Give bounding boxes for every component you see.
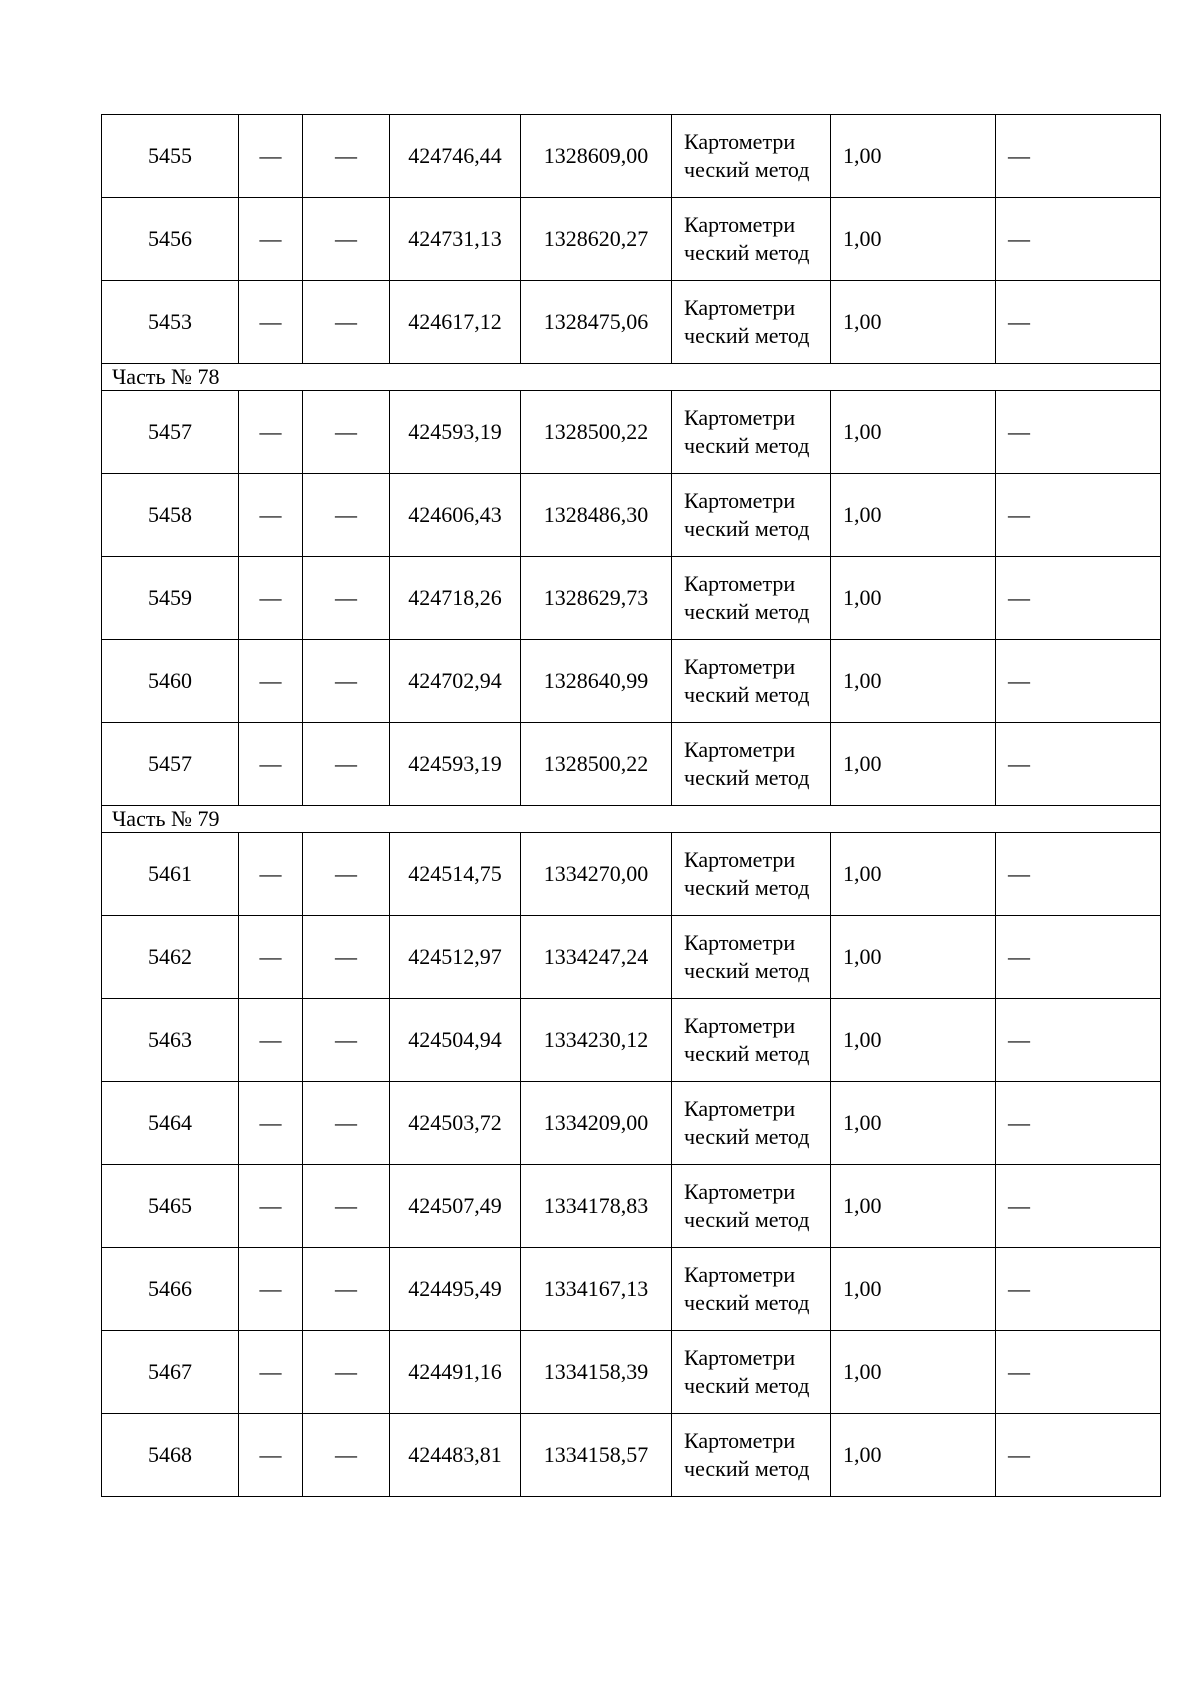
y-coordinate-cell: 1328500,22 [521,391,672,474]
point-number-cell: 5455 [102,115,239,198]
point-number-cell: 5467 [102,1331,239,1414]
x-coordinate-cell: 424504,94 [390,999,521,1082]
x-coordinate-cell: 424512,97 [390,916,521,999]
x-coordinate-cell: 424702,94 [390,640,521,723]
y-coordinate-cell: 1334178,83 [521,1165,672,1248]
accuracy-cell: 1,00 [831,1331,996,1414]
method-cell: Картометри ческий метод [672,391,831,474]
method-cell: Картометри ческий метод [672,474,831,557]
method-cell: Картометри ческий метод [672,1165,831,1248]
dash-cell: — [996,281,1161,364]
accuracy-cell: 1,00 [831,1248,996,1331]
dash-cell: — [996,1331,1161,1414]
method-cell: Картометри ческий метод [672,640,831,723]
accuracy-cell: 1,00 [831,1165,996,1248]
dash-cell: — [239,1165,303,1248]
dash-cell: — [996,723,1161,806]
x-coordinate-cell: 424503,72 [390,1082,521,1165]
method-cell: Картометри ческий метод [672,833,831,916]
method-cell: Картометри ческий метод [672,1082,831,1165]
dash-cell: — [303,1331,390,1414]
table-row [102,1082,1161,1165]
dash-cell: — [303,198,390,281]
dash-cell: — [303,391,390,474]
dash-cell: — [996,115,1161,198]
dash-cell: — [303,1082,390,1165]
x-coordinate-cell: 424746,44 [390,115,521,198]
method-cell: Картометри ческий метод [672,198,831,281]
dash-cell: — [239,999,303,1082]
table-row [102,1248,1161,1331]
part-label: Часть № 78 [102,364,1161,391]
x-coordinate-cell: 424593,19 [390,723,521,806]
y-coordinate-cell: 1334230,12 [521,999,672,1082]
table-row [102,723,1161,806]
x-coordinate-cell: 424491,16 [390,1331,521,1414]
dash-cell: — [239,1331,303,1414]
table-row [102,391,1161,474]
dash-cell: — [303,474,390,557]
accuracy-cell: 1,00 [831,198,996,281]
y-coordinate-cell: 1334247,24 [521,916,672,999]
accuracy-cell: 1,00 [831,474,996,557]
table-row [102,833,1161,916]
y-coordinate-cell: 1334209,00 [521,1082,672,1165]
accuracy-cell: 1,00 [831,391,996,474]
point-number-cell: 5456 [102,198,239,281]
accuracy-cell: 1,00 [831,281,996,364]
y-coordinate-cell: 1328620,27 [521,198,672,281]
method-cell: Картометри ческий метод [672,999,831,1082]
y-coordinate-cell: 1328475,06 [521,281,672,364]
method-cell: Картометри ческий метод [672,916,831,999]
x-coordinate-cell: 424718,26 [390,557,521,640]
dash-cell: — [996,916,1161,999]
point-number-cell: 5457 [102,391,239,474]
y-coordinate-cell: 1334270,00 [521,833,672,916]
point-number-cell: 5466 [102,1248,239,1331]
accuracy-cell: 1,00 [831,557,996,640]
x-coordinate-cell: 424593,19 [390,391,521,474]
dash-cell: — [239,833,303,916]
table-row [102,474,1161,557]
dash-cell: — [996,999,1161,1082]
table-row [102,281,1161,364]
dash-cell: — [303,115,390,198]
accuracy-cell: 1,00 [831,999,996,1082]
y-coordinate-cell: 1328500,22 [521,723,672,806]
table-row [102,198,1161,281]
part-header-row [102,364,1161,391]
table-row [102,640,1161,723]
dash-cell: — [303,1414,390,1497]
y-coordinate-cell: 1334158,57 [521,1414,672,1497]
dash-cell: — [303,723,390,806]
dash-cell: — [239,1248,303,1331]
dash-cell: — [996,1248,1161,1331]
point-number-cell: 5460 [102,640,239,723]
dash-cell: — [303,1165,390,1248]
method-cell: Картометри ческий метод [672,281,831,364]
point-number-cell: 5453 [102,281,239,364]
dash-cell: — [239,391,303,474]
table-row [102,1414,1161,1497]
dash-cell: — [239,198,303,281]
dash-cell: — [303,833,390,916]
dash-cell: — [239,115,303,198]
x-coordinate-cell: 424495,49 [390,1248,521,1331]
dash-cell: — [996,474,1161,557]
method-cell: Картометри ческий метод [672,1331,831,1414]
dash-cell: — [996,391,1161,474]
y-coordinate-cell: 1328640,99 [521,640,672,723]
dash-cell: — [239,723,303,806]
method-cell: Картометри ческий метод [672,115,831,198]
dash-cell: — [239,640,303,723]
point-number-cell: 5464 [102,1082,239,1165]
part-header-row [102,806,1161,833]
dash-cell: — [239,281,303,364]
point-number-cell: 5465 [102,1165,239,1248]
x-coordinate-cell: 424483,81 [390,1414,521,1497]
y-coordinate-cell: 1334158,39 [521,1331,672,1414]
point-number-cell: 5458 [102,474,239,557]
y-coordinate-cell: 1328629,73 [521,557,672,640]
table-row [102,115,1161,198]
point-number-cell: 5457 [102,723,239,806]
point-number-cell: 5462 [102,916,239,999]
dash-cell: — [239,916,303,999]
dash-cell: — [239,557,303,640]
accuracy-cell: 1,00 [831,1414,996,1497]
dash-cell: — [996,640,1161,723]
coordinates-table [101,114,1161,1497]
point-number-cell: 5463 [102,999,239,1082]
point-number-cell: 5461 [102,833,239,916]
method-cell: Картометри ческий метод [672,723,831,806]
dash-cell: — [996,1165,1161,1248]
dash-cell: — [996,1414,1161,1497]
dash-cell: — [996,833,1161,916]
x-coordinate-cell: 424514,75 [390,833,521,916]
x-coordinate-cell: 424617,12 [390,281,521,364]
x-coordinate-cell: 424606,43 [390,474,521,557]
dash-cell: — [239,1414,303,1497]
x-coordinate-cell: 424731,13 [390,198,521,281]
dash-cell: — [303,557,390,640]
dash-cell: — [303,999,390,1082]
table-body [102,115,1161,1497]
accuracy-cell: 1,00 [831,833,996,916]
dash-cell: — [996,198,1161,281]
y-coordinate-cell: 1334167,13 [521,1248,672,1331]
accuracy-cell: 1,00 [831,115,996,198]
dash-cell: — [303,916,390,999]
table-row [102,916,1161,999]
table-row [102,1331,1161,1414]
method-cell: Картометри ческий метод [672,557,831,640]
method-cell: Картометри ческий метод [672,1414,831,1497]
method-cell: Картометри ческий метод [672,1248,831,1331]
dash-cell: — [303,281,390,364]
table-row [102,557,1161,640]
x-coordinate-cell: 424507,49 [390,1165,521,1248]
point-number-cell: 5468 [102,1414,239,1497]
y-coordinate-cell: 1328486,30 [521,474,672,557]
dash-cell: — [996,557,1161,640]
table-row [102,1165,1161,1248]
dash-cell: — [303,640,390,723]
y-coordinate-cell: 1328609,00 [521,115,672,198]
dash-cell: — [239,474,303,557]
dash-cell: — [996,1082,1161,1165]
dash-cell: — [239,1082,303,1165]
accuracy-cell: 1,00 [831,640,996,723]
table-row [102,999,1161,1082]
point-number-cell: 5459 [102,557,239,640]
accuracy-cell: 1,00 [831,723,996,806]
part-label: Часть № 79 [102,806,1161,833]
accuracy-cell: 1,00 [831,916,996,999]
dash-cell: — [303,1248,390,1331]
accuracy-cell: 1,00 [831,1082,996,1165]
